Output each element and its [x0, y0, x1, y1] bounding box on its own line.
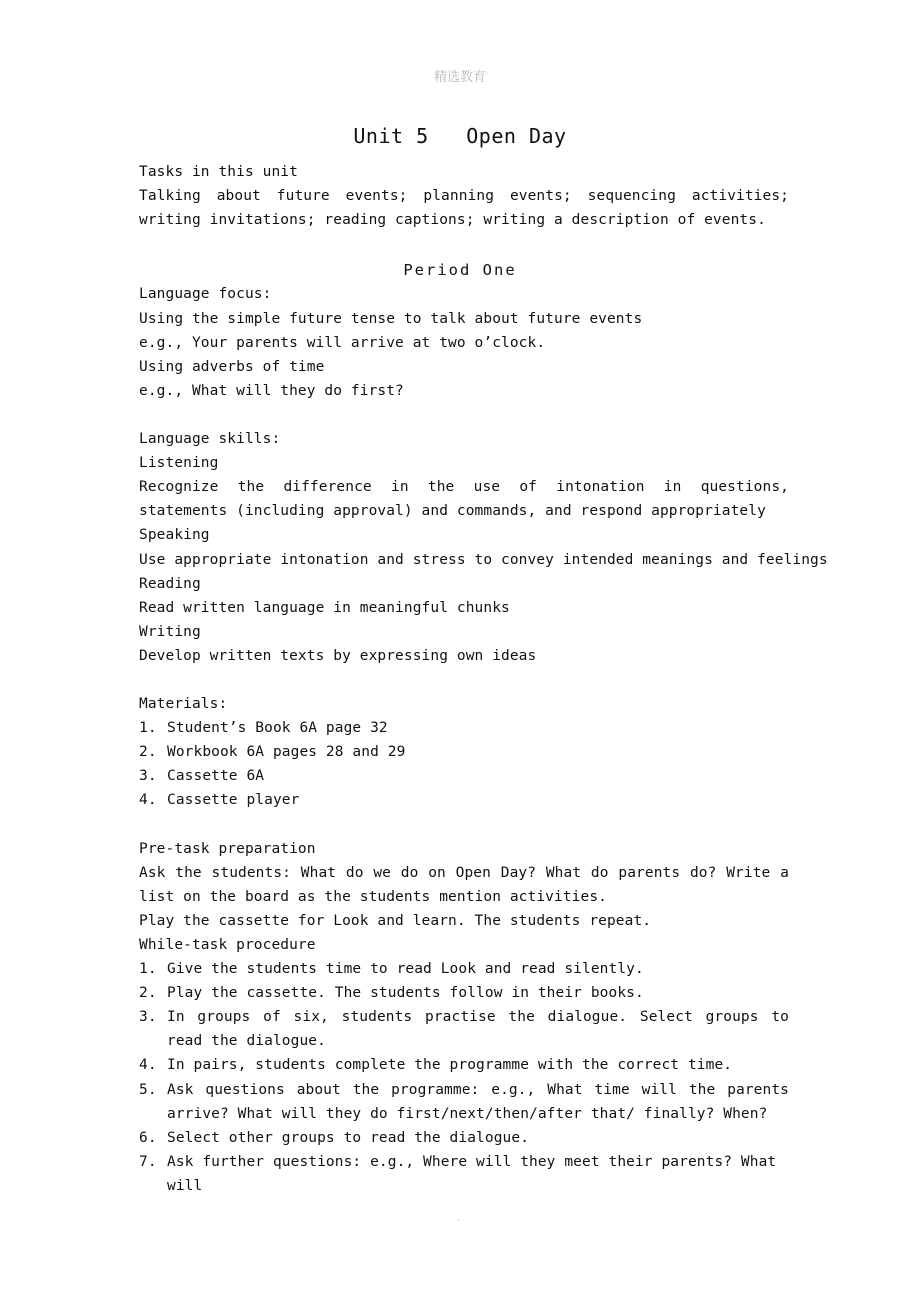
listening-label: Listening [139, 455, 219, 472]
pre-task-paragraph: Play the cassette for Look and learn. The students repeat. [139, 912, 652, 929]
list-number: 2. [139, 985, 157, 1002]
list-item [139, 1005, 789, 1053]
speaking-text: Use appropriate intonation and stress to convey intended meanings and feelings [139, 551, 828, 568]
list-item [139, 764, 789, 788]
list-number: 6. [139, 1129, 157, 1146]
list-item [139, 1126, 789, 1150]
list-text: Ask questions about the programme: e.g., What time will the parents arrive? What will they do first/next/then/after that/ finally? When? [167, 1081, 789, 1122]
header-watermark: 精选教育 [433, 70, 486, 85]
list-item [139, 1053, 789, 1077]
list-text: Select other groups to read the dialogue. [167, 1129, 530, 1146]
list-text: In pairs, students complete the programme with the correct time. [167, 1057, 733, 1074]
document-body [139, 160, 828, 1198]
list-text: Cassette 6A [167, 768, 265, 785]
list-number: 3. [139, 768, 157, 785]
materials-heading: Materials: [139, 696, 228, 713]
language-focus-line: e.g., What will they do first? [139, 382, 404, 399]
tasks-heading: Tasks in this unit [139, 164, 298, 180]
language-focus-heading: Language focus: [139, 286, 272, 303]
list-item [139, 716, 789, 740]
list-text: Give the students time to read Look and read silently. [167, 961, 644, 978]
period-title: Period One [403, 261, 517, 280]
list-text: Ask further questions: e.g., Where will they meet their parents? What will [167, 1153, 777, 1194]
page-title: Unit 5 Open Day [353, 124, 567, 148]
language-skills-heading: Language skills: [139, 431, 281, 448]
reading-label: Reading [139, 575, 201, 592]
writing-label: Writing [139, 623, 201, 640]
tasks-text: Talking about future events; planning events; sequencing activities; writing invitations; reading captions; writing a description of events. [139, 188, 789, 229]
list-number: 2. [139, 744, 157, 761]
pre-task-heading: Pre-task preparation [139, 840, 316, 857]
listening-text: Recognize the difference in the use of intonation in questions, statements (including approval) and commands, and respond appropriately [139, 479, 789, 520]
list-number: 4. [139, 1057, 157, 1074]
while-task-heading: While-task procedure [139, 937, 316, 953]
language-focus-line: Using adverbs of time [139, 358, 325, 375]
list-text: Student’s Book 6A page 32 [167, 720, 388, 737]
language-focus-line: e.g., Your parents will arrive at two o’clock. [139, 334, 546, 351]
list-text: Play the cassette. The students follow in their books. [167, 985, 644, 1002]
list-item [139, 740, 789, 764]
list-number: 1. [139, 720, 157, 737]
footer-mark: . [456, 1214, 461, 1223]
list-text: In groups of six, students practise the dialogue. Select groups to read the dialogue. [167, 1009, 789, 1050]
speaking-label: Speaking [139, 527, 210, 544]
list-item [139, 981, 789, 1005]
list-text: Cassette player [167, 792, 300, 809]
list-item [139, 957, 789, 981]
list-number: 3. [139, 1009, 157, 1026]
language-focus-line: Using the simple future tense to talk about future events [139, 310, 643, 327]
list-item [139, 1078, 789, 1126]
list-number: 1. [139, 961, 157, 978]
list-number: 5. [139, 1081, 157, 1098]
list-text: Workbook 6A pages 28 and 29 [167, 744, 406, 761]
writing-text: Develop written texts by expressing own ideas [139, 647, 537, 664]
list-number: 7. [139, 1153, 157, 1170]
list-item [139, 788, 789, 812]
reading-text: Read written language in meaningful chunks [139, 599, 510, 616]
pre-task-paragraph: Ask the students: What do we do on Open Day? What do parents do? Write a list on the board as the students mention activities. [139, 864, 789, 905]
list-number: 4. [139, 792, 157, 809]
list-item [139, 1150, 789, 1198]
